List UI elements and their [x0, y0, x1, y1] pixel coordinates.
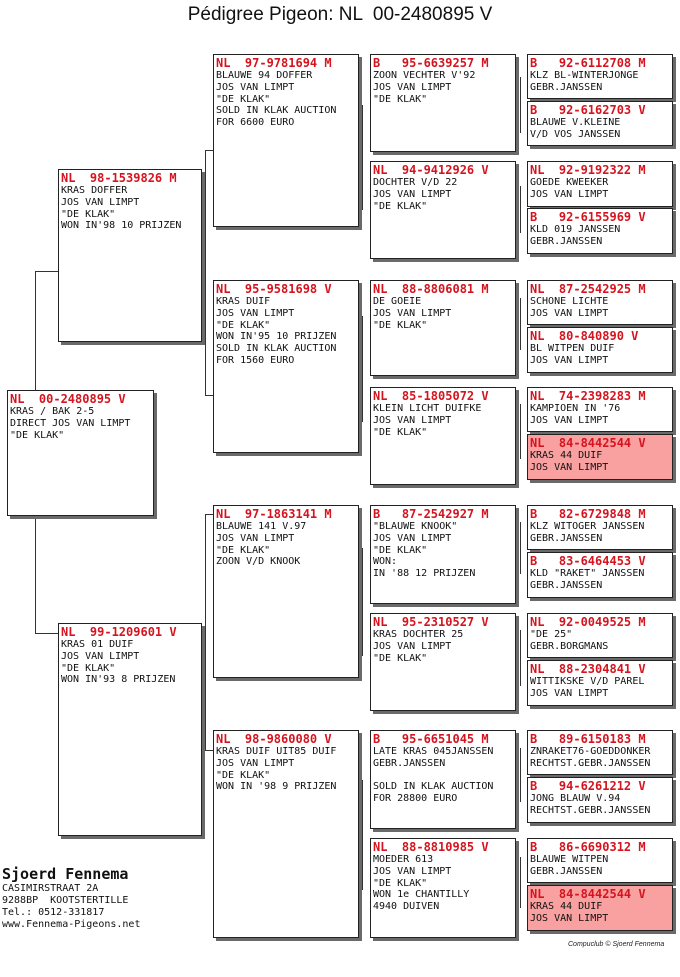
- pigeon-info-line: DOCHTER V/D 22: [373, 177, 458, 188]
- breeder-address: CASIMIRSTRAAT 2A: [2, 883, 99, 894]
- pigeon-card-g16[interactable]: [527, 885, 673, 931]
- ring-number: NL 99-1209601 V: [61, 625, 177, 639]
- pigeon-info-line: FOR 28800 EURO: [373, 793, 458, 805]
- pigeon-info-line: SOLD IN KLAK AUCTION: [373, 781, 494, 793]
- pigeon-info-line: "DE KLAK": [216, 319, 271, 331]
- pigeon-info-line: BLAUWE V.KLEINE: [530, 117, 621, 128]
- pigeon-card-dam-dam[interactable]: [213, 730, 359, 938]
- pigeon-card-g13[interactable]: [527, 730, 673, 775]
- pigeon-info-line: GOEDE KWEEKER: [530, 177, 609, 188]
- pigeon-info-line: "DE KLAK": [373, 319, 428, 331]
- pigeon-card-dam-sire[interactable]: [213, 505, 359, 678]
- pigeon-card-dsd[interactable]: [370, 613, 516, 711]
- pigeon-info-line: KLD 019 JANSSEN: [530, 224, 621, 235]
- connector-line: [362, 316, 363, 422]
- ring-number: B 83-6464453 V: [530, 554, 646, 568]
- pigeon-info-line: JOS VAN LIMPT: [530, 414, 609, 426]
- pigeon-info-line: GEBR.JANSSEN: [530, 235, 603, 247]
- ring-number: B 94-6261212 V: [530, 779, 646, 793]
- pigeon-info-line: RECHTST.GEBR.JANSSEN: [530, 757, 651, 769]
- pigeon-info-line: "BLAUWE KNOOK": [373, 521, 458, 532]
- pigeon-info-line: [373, 770, 513, 782]
- connector-line: [520, 748, 521, 802]
- ring-number: NL 80-840890 V: [530, 329, 639, 343]
- pigeon-info-line: FOR 6600 EURO: [216, 117, 295, 129]
- pigeon-info-line: DIRECT JOS VAN LIMPT: [10, 417, 131, 429]
- connector-line: [362, 548, 363, 656]
- ring-number: B 92-6112708 M: [530, 56, 646, 70]
- breeder-city: 9288BP KOOTSTERTILLE: [2, 895, 129, 906]
- ring-number: NL 85-1805072 V: [373, 389, 489, 403]
- ring-number: NL 92-9192322 M: [530, 163, 646, 177]
- ring-number: NL 94-9412926 V: [373, 163, 489, 177]
- breeder-info: [2, 866, 140, 931]
- ring-number: B 95-6639257 M: [373, 56, 489, 70]
- pigeon-info-line: GEBR.BORGMANS: [530, 640, 609, 652]
- pigeon-info-line: DE GOEIE: [373, 296, 422, 307]
- pigeon-card-g9[interactable]: [527, 505, 673, 550]
- pigeon-info-line: JOS VAN LIMPT: [216, 757, 295, 769]
- pigeon-info-line: ZOON VECHTER V'92: [373, 70, 476, 81]
- pigeon-card-subject[interactable]: [7, 390, 154, 516]
- pigeon-info-line: KRAS DUIF: [216, 296, 271, 307]
- connector-line: [520, 298, 521, 350]
- pigeon-info-line: JOS VAN LIMPT: [216, 81, 295, 93]
- pigeon-info-line: ZNRAKET76-GOEDDONKER: [530, 746, 651, 757]
- connector-line: [520, 630, 521, 686]
- breeder-name: Sjoerd Fennema: [2, 865, 129, 883]
- pigeon-info-line: WON IN '98 9 PRIJZEN: [216, 781, 337, 793]
- pigeon-info-line: JOS VAN LIMPT: [373, 307, 452, 319]
- ring-number: B 92-6155969 V: [530, 210, 646, 224]
- pigeon-info-line: BLAUWE 141 V.97: [216, 521, 307, 532]
- pigeon-info-line: KRAS 01 DUIF: [61, 639, 134, 650]
- pigeon-info-line: WON IN'98 10 PRIJZEN: [61, 220, 182, 232]
- page-title: Pédigree Pigeon: NL 00-2480895 V: [187, 4, 493, 25]
- pigeon-card-g8[interactable]: [527, 434, 673, 480]
- pigeon-card-g5[interactable]: [527, 280, 673, 325]
- ring-number: NL 88-8806081 M: [373, 282, 489, 296]
- pigeon-info-line: "DE KLAK": [373, 877, 428, 889]
- connector-line: [520, 186, 521, 233]
- pigeon-info-line: GEBR.JANSSEN: [373, 757, 446, 769]
- pigeon-info-line: JOS VAN LIMPT: [530, 188, 609, 200]
- ring-number: NL 95-2310527 V: [373, 615, 489, 629]
- connector-line: [520, 522, 521, 574]
- ring-number: B 92-6162703 V: [530, 103, 646, 117]
- pigeon-info-line: JOS VAN LIMPT: [216, 307, 295, 319]
- pigeon-info-line: KRAS 44 DUIF: [530, 901, 603, 912]
- ring-number: NL 97-1863141 M: [216, 507, 332, 521]
- pigeon-info-line: WON 1e CHANTILLY: [373, 889, 470, 901]
- pigeon-card-g3[interactable]: [527, 161, 673, 207]
- pigeon-card-ddd[interactable]: [370, 838, 516, 938]
- ring-number: NL 88-8810985 V: [373, 840, 489, 854]
- pigeon-card-g12[interactable]: [527, 660, 673, 706]
- pigeon-info-line: JOS VAN LIMPT: [530, 912, 609, 924]
- pigeon-info-line: JOS VAN LIMPT: [530, 461, 609, 473]
- pigeon-info-line: "DE KLAK": [373, 426, 428, 438]
- pigeon-card-sds[interactable]: [370, 280, 516, 376]
- pigeon-info-line: "DE KLAK": [216, 93, 271, 105]
- pigeon-card-g14[interactable]: [527, 777, 673, 823]
- pigeon-info-line: KAMPIOEN IN '76: [530, 403, 621, 414]
- pigeon-info-line: KLZ BL-WINTERJONGE: [530, 70, 639, 81]
- ring-number: B 86-6690312 M: [530, 840, 646, 854]
- pigeon-info-line: GEBR.JANSSEN: [530, 81, 603, 93]
- pigeon-info-line: "DE KLAK": [61, 662, 116, 674]
- ring-number: B 82-6729848 M: [530, 507, 646, 521]
- pigeon-card-dss[interactable]: [370, 505, 516, 604]
- pigeon-info-line: "DE 25": [530, 629, 573, 640]
- connector-line: [362, 780, 363, 890]
- pigeon-card-g4[interactable]: [527, 208, 673, 254]
- pigeon-info-line: SCHONE LICHTE: [530, 296, 609, 307]
- ring-number: NL 98-9860080 V: [216, 732, 332, 746]
- pigeon-info-line: JOS VAN LIMPT: [61, 196, 140, 208]
- pigeon-info-line: KLEIN LICHT DUIFKE: [373, 403, 482, 414]
- pigeon-card-g6[interactable]: [527, 327, 673, 373]
- ring-number: NL 97-9781694 M: [216, 56, 332, 70]
- pigeon-info-line: JOS VAN LIMPT: [373, 640, 452, 652]
- pigeon-info-line: KRAS DUIF UIT85 DUIF: [216, 746, 337, 757]
- pigeon-card-g11[interactable]: [527, 613, 673, 658]
- pigeon-info-line: "DE KLAK": [10, 429, 65, 441]
- pigeon-info-line: KLZ WITOGER JANSSEN: [530, 521, 645, 532]
- pigeon-info-line: JONG BLAUW V.94: [530, 793, 621, 804]
- ring-number: NL 88-2304841 V: [530, 662, 646, 676]
- pigeon-info-line: JOS VAN LIMPT: [216, 532, 295, 544]
- ring-number: NL 87-2542925 M: [530, 282, 646, 296]
- pigeon-card-sire-sire[interactable]: [213, 54, 359, 227]
- pigeon-info-line: "DE KLAK": [216, 544, 271, 556]
- pigeon-info-line: KRAS 44 DUIF: [530, 450, 603, 461]
- pigeon-info-line: GEBR.JANSSEN: [530, 532, 603, 544]
- pigeon-info-line: "DE KLAK": [373, 544, 428, 556]
- connector-line: [362, 105, 363, 210]
- pigeon-info-line: KRAS DOFFER: [61, 185, 128, 196]
- ring-number: NL 98-1539826 M: [61, 171, 177, 185]
- connector-line: [35, 271, 36, 391]
- pigeon-card-g15[interactable]: [527, 838, 673, 883]
- pigeon-info-line: BLAUWE WITPEN: [530, 854, 609, 865]
- breeder-website[interactable]: www.Fennema-Pigeons.net: [2, 919, 141, 930]
- pigeon-info-line: IN '88 12 PRIJZEN: [373, 568, 476, 580]
- breeder-phone: Tel.: 0512-331817: [2, 907, 105, 918]
- pigeon-info-line: JOS VAN LIMPT: [373, 414, 452, 426]
- pigeon-info-line: JOS VAN LIMPT: [530, 687, 609, 699]
- pigeon-info-line: KRAS DOCHTER 25: [373, 629, 464, 640]
- pigeon-info-line: JOS VAN LIMPT: [373, 81, 452, 93]
- pigeon-card-dam[interactable]: [58, 623, 202, 836]
- pigeon-card-dds[interactable]: [370, 730, 516, 829]
- pigeon-card-ssd[interactable]: [370, 161, 516, 259]
- pigeon-info-line: "DE KLAK": [216, 769, 271, 781]
- ring-number: NL 84-8442544 V: [530, 887, 646, 901]
- pigeon-info-line: 4940 DUIVEN: [373, 901, 440, 913]
- ring-number: NL 00-2480895 V: [10, 392, 126, 406]
- pigeon-info-line: WITTIKSKE V/D PAREL: [530, 676, 645, 687]
- ring-number: NL 92-0049525 M: [530, 615, 646, 629]
- pigeon-card-g1[interactable]: [527, 54, 673, 99]
- connector-line: [35, 516, 36, 633]
- pigeon-info-line: WON:: [373, 556, 398, 568]
- pigeon-info-line: RECHTST.GEBR.JANSSEN: [530, 804, 651, 816]
- pigeon-info-line: "DE KLAK": [373, 200, 428, 212]
- pigeon-info-line: GEBR.JANSSEN: [530, 579, 603, 591]
- connector-line: [205, 150, 206, 395]
- pigeon-info-line: ZOON V/D KNOOK: [216, 556, 301, 568]
- ring-number: B 87-2542927 M: [373, 507, 489, 521]
- pigeon-info-line: GEBR.JANSSEN: [530, 865, 603, 877]
- pigeon-info-line: SOLD IN KLAK AUCTION: [216, 105, 337, 117]
- pigeon-info-line: "DE KLAK": [373, 93, 428, 105]
- pigeon-card-g7[interactable]: [527, 387, 673, 432]
- pigeon-info-line: JOS VAN LIMPT: [530, 354, 609, 366]
- ring-number: NL 74-2398283 M: [530, 389, 646, 403]
- ring-number: B 95-6651045 M: [373, 732, 489, 746]
- pigeon-card-g10[interactable]: [527, 552, 673, 598]
- pigeon-info-line: "DE KLAK": [61, 208, 116, 220]
- connector-line: [520, 404, 521, 459]
- connector-line: [205, 514, 206, 750]
- pigeon-info-line: JOS VAN LIMPT: [61, 650, 140, 662]
- pigeon-info-line: JOS VAN LIMPT: [373, 532, 452, 544]
- ring-number: NL 95-9581698 V: [216, 282, 332, 296]
- pigeon-info-line: MOEDER 613: [373, 854, 434, 865]
- pigeon-card-g2[interactable]: [527, 101, 673, 146]
- pigeon-card-sss[interactable]: [370, 54, 516, 152]
- pigeon-card-sire[interactable]: [58, 169, 202, 342]
- connector-line: [35, 633, 59, 634]
- ring-number: NL 84-8442544 V: [530, 436, 646, 450]
- pigeon-info-line: V/D VOS JANSSEN: [530, 128, 621, 140]
- connector-line: [520, 77, 521, 133]
- footer-credit: Compuclub © Sjoerd Fennema: [568, 941, 665, 948]
- pigeon-info-line: JOS VAN LIMPT: [373, 188, 452, 200]
- pigeon-info-line: FOR 1560 EURO: [216, 354, 295, 366]
- pigeon-info-line: LATE KRAS 045JANSSEN: [373, 746, 494, 757]
- connector-line: [520, 857, 521, 908]
- pigeon-info-line: BLAUWE 94 DOFFER: [216, 70, 313, 81]
- pigeon-info-line: WON IN'93 8 PRIJZEN: [61, 674, 176, 686]
- pigeon-card-sire-dam[interactable]: [213, 280, 359, 453]
- pigeon-info-line: WON IN'95 10 PRIJZEN: [216, 331, 337, 343]
- pigeon-card-sdd[interactable]: [370, 387, 516, 485]
- pigeon-info-line: KLD "RAKET" JANSSEN: [530, 568, 645, 579]
- pigeon-info-line: JOS VAN LIMPT: [373, 865, 452, 877]
- connector-line: [35, 271, 59, 272]
- pigeon-info-line: KRAS / BAK 2-5: [10, 406, 95, 417]
- ring-number: B 89-6150183 M: [530, 732, 646, 746]
- pigeon-info-line: JOS VAN LIMPT: [530, 307, 609, 319]
- pigeon-info-line: SOLD IN KLAK AUCTION: [216, 343, 337, 355]
- pigeon-info-line: BL WITPEN DUIF: [530, 343, 615, 354]
- pigeon-info-line: "DE KLAK": [373, 652, 428, 664]
